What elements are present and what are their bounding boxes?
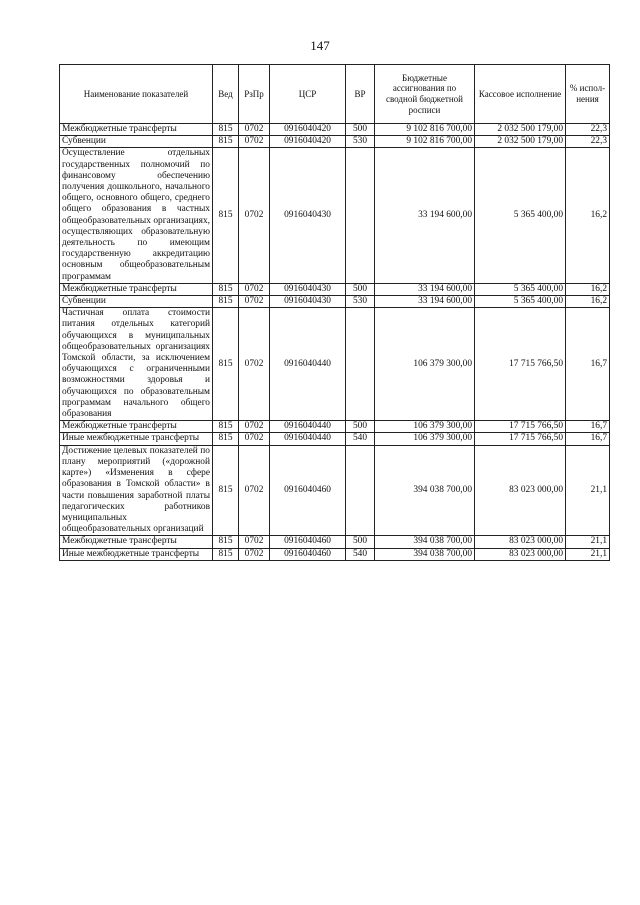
row-rzpr: 0702	[239, 296, 270, 308]
table-row	[60, 136, 610, 148]
row-name: Субвенции	[60, 296, 213, 308]
row-csr: 0916040440	[270, 421, 346, 433]
row-name: Межбюджетные трансферты	[60, 536, 213, 548]
row-pct: 16,7	[566, 308, 610, 421]
row-pct: 16,7	[566, 421, 610, 433]
row-name: Межбюджетные трансферты	[60, 421, 213, 433]
row-vr: 530	[346, 136, 375, 148]
row-csr: 0916040430	[270, 148, 346, 283]
row-pct: 21,1	[566, 548, 610, 560]
row-plan: 106 379 300,00	[375, 308, 475, 421]
header-fact: Кассовое исполнение	[475, 65, 566, 124]
row-fact: 5 365 400,00	[475, 148, 566, 283]
row-ved: 815	[213, 296, 239, 308]
row-name: Частичная оплата стоимости питания отдельных категорий обучающихся в муниципальных общеобразовательных организациях Томской области, за исключением обучающихся с ограниченными возможностями здоровья и обучающихся по образовательным программам начального общего образования	[60, 308, 213, 421]
row-fact: 17 715 766,50	[475, 308, 566, 421]
row-fact: 2 032 500 179,00	[475, 124, 566, 136]
row-ved: 815	[213, 548, 239, 560]
row-ved: 815	[213, 445, 239, 536]
row-name: Межбюджетные трансферты	[60, 283, 213, 295]
row-vr: 500	[346, 283, 375, 295]
row-plan: 33 194 600,00	[375, 148, 475, 283]
row-pct: 22,3	[566, 136, 610, 148]
row-csr: 0916040430	[270, 283, 346, 295]
table-row	[60, 308, 610, 421]
row-fact: 5 365 400,00	[475, 296, 566, 308]
row-vr: 500	[346, 421, 375, 433]
row-rzpr: 0702	[239, 308, 270, 421]
row-ved: 815	[213, 136, 239, 148]
row-plan: 106 379 300,00	[375, 421, 475, 433]
row-csr: 0916040460	[270, 536, 346, 548]
row-fact: 83 023 000,00	[475, 548, 566, 560]
header-pct: % испол-нения	[566, 65, 610, 124]
row-plan: 106 379 300,00	[375, 433, 475, 445]
row-fact: 83 023 000,00	[475, 536, 566, 548]
row-csr: 0916040440	[270, 433, 346, 445]
table-row	[60, 536, 610, 548]
row-vr: 500	[346, 124, 375, 136]
row-ved: 815	[213, 148, 239, 283]
row-ved: 815	[213, 124, 239, 136]
row-fact: 17 715 766,50	[475, 433, 566, 445]
row-vr: 540	[346, 433, 375, 445]
row-ved: 815	[213, 433, 239, 445]
header-vr: ВР	[346, 65, 375, 124]
row-name: Межбюджетные трансферты	[60, 124, 213, 136]
row-name: Достижение целевых показателей по плану мероприятий («дорожной карте») «Изменения в сфере образования в Томской области» в части повышения заработной платы педагогических работников муниципальных общеобразовательных организаций	[60, 445, 213, 536]
row-csr: 0916040440	[270, 308, 346, 421]
table-row	[60, 548, 610, 560]
row-vr	[346, 308, 375, 421]
row-pct: 16,2	[566, 148, 610, 283]
row-rzpr: 0702	[239, 421, 270, 433]
table-header-row	[60, 65, 610, 124]
row-plan: 394 038 700,00	[375, 536, 475, 548]
row-pct: 21,1	[566, 536, 610, 548]
row-pct: 16,7	[566, 433, 610, 445]
row-plan: 9 102 816 700,00	[375, 136, 475, 148]
table-row	[60, 433, 610, 445]
row-pct: 21,1	[566, 445, 610, 536]
row-name: Иные межбюджетные трансферты	[60, 548, 213, 560]
row-csr: 0916040430	[270, 296, 346, 308]
row-rzpr: 0702	[239, 283, 270, 295]
table-row	[60, 283, 610, 295]
row-csr: 0916040420	[270, 124, 346, 136]
row-name: Осуществление отдельных государственных полномочий по финансовому обеспечению получения дошкольного, начального общего, основного общего, среднего общего образования в частных общеобразовательных организациях, осуществляющих образовательную деятельность по имеющим государственную аккредитацию основным общеобразовательным программам	[60, 148, 213, 283]
row-rzpr: 0702	[239, 536, 270, 548]
row-pct: 16,2	[566, 283, 610, 295]
header-plan: Бюджетные ассигнования по сводной бюджетной росписи	[375, 65, 475, 124]
row-ved: 815	[213, 536, 239, 548]
row-rzpr: 0702	[239, 136, 270, 148]
row-csr: 0916040460	[270, 445, 346, 536]
row-fact: 5 365 400,00	[475, 283, 566, 295]
table-row	[60, 148, 610, 283]
row-vr: 500	[346, 536, 375, 548]
budget-execution-table	[59, 64, 610, 561]
header-csr: ЦСР	[270, 65, 346, 124]
row-ved: 815	[213, 283, 239, 295]
row-plan: 394 038 700,00	[375, 445, 475, 536]
row-pct: 22,3	[566, 124, 610, 136]
row-fact: 2 032 500 179,00	[475, 136, 566, 148]
row-rzpr: 0702	[239, 124, 270, 136]
header-ved: Вед	[213, 65, 239, 124]
row-fact: 83 023 000,00	[475, 445, 566, 536]
page-number: 147	[310, 38, 330, 53]
row-vr: 540	[346, 548, 375, 560]
header-name: Наименование показателей	[60, 65, 213, 124]
row-name: Субвенции	[60, 136, 213, 148]
row-vr	[346, 445, 375, 536]
row-rzpr: 0702	[239, 548, 270, 560]
row-csr: 0916040460	[270, 548, 346, 560]
row-vr: 530	[346, 296, 375, 308]
row-ved: 815	[213, 421, 239, 433]
table-row	[60, 296, 610, 308]
row-csr: 0916040420	[270, 136, 346, 148]
row-plan: 9 102 816 700,00	[375, 124, 475, 136]
row-vr	[346, 148, 375, 283]
row-rzpr: 0702	[239, 148, 270, 283]
table-row	[60, 445, 610, 536]
row-name: Иные межбюджетные трансферты	[60, 433, 213, 445]
table-row	[60, 124, 610, 136]
row-pct: 16,2	[566, 296, 610, 308]
row-plan: 33 194 600,00	[375, 296, 475, 308]
row-rzpr: 0702	[239, 445, 270, 536]
row-plan: 33 194 600,00	[375, 283, 475, 295]
table-row	[60, 421, 610, 433]
row-rzpr: 0702	[239, 433, 270, 445]
row-fact: 17 715 766,50	[475, 421, 566, 433]
row-ved: 815	[213, 308, 239, 421]
header-rzpr: РзПр	[239, 65, 270, 124]
row-plan: 394 038 700,00	[375, 548, 475, 560]
